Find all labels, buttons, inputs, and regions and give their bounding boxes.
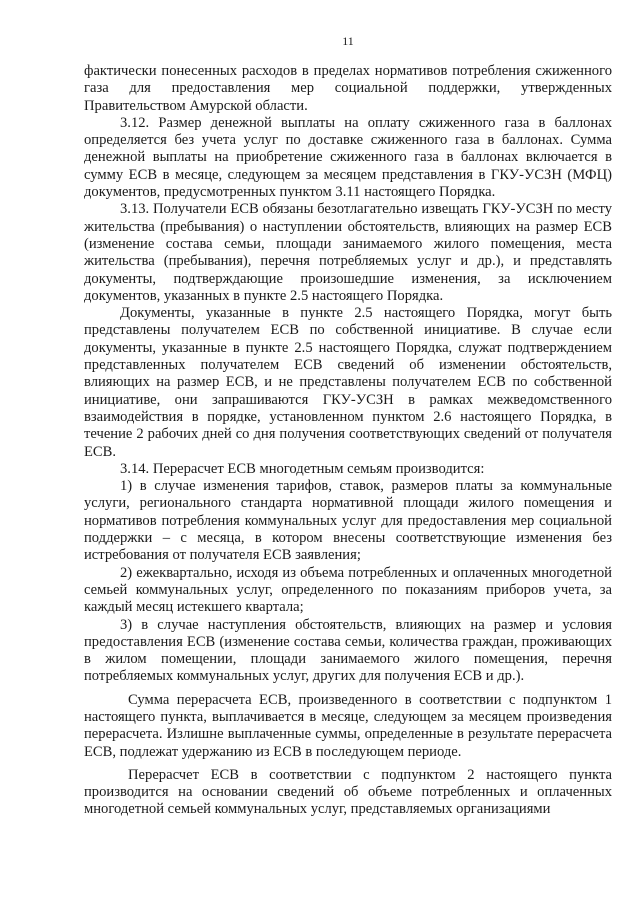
paragraph-recalc-basis: Перерасчет ЕСВ в соответствии с подпунктом 2 настоящего пункта производится на основании сведений об объеме потребленных и оплаченных многодетной семьей коммунальных услуг, представляемых организациями <box>84 766 612 818</box>
page-number: 11 <box>342 34 354 48</box>
list-item-2: 2) ежеквартально, исходя из объема потребленных и оплаченных многодетной семьей коммунальных услуг, определенного по показаниям приборов учета, за каждый месяц истекшего квартала; <box>84 564 612 616</box>
list-item-1: 1) в случае изменения тарифов, ставок, размеров платы за коммунальные услуги, регионального стандарта нормативной площади жилого помещения и нормативов потребления коммунальных услуг для предоставления мер социальной поддержки – с месяца, в котором внесены соответствующие изменения без истребования от получателя ЕСВ заявления; <box>84 478 612 564</box>
list-item-3: 3) в случае наступления обстоятельств, влияющих на размер и условия предоставления ЕСВ (изменение состава семьи, количества граждан, проживающих в жилом помещении, площади занимаемого жилого помещения, перечня потребляемых коммунальных услуг, других для получения ЕСВ и др.). <box>84 616 612 685</box>
paragraph-recalc-sum: Сумма перерасчета ЕСВ, произведенного в соответствии с подпунктом 1 настоящего пункта, выплачивается в месяце, следующем за месяцем произведения перерасчета. Излишне выплаченные суммы, определенные в результате перерасчета ЕСВ, подлежат удержанию из ЕСВ в последующем периоде. <box>84 691 612 760</box>
paragraph-3-12: 3.12. Размер денежной выплаты на оплату сжиженного газа в баллонах определяется без учета услуг по доставке сжиженного газа в баллонах. Сумма денежной выплаты на приобретение сжиженного газа в баллонах включается в сумму ЕСВ в месяце, следующем за месяцем представления в ГКУ-УСЗН (МФЦ) документов, предусмотренных пунктом 3.11 настоящего Порядка. <box>84 114 612 201</box>
paragraph-documents: Документы, указанные в пункте 2.5 настоящего Порядка, могут быть представлены получателем ЕСВ по собственной инициативе. В случае если документы, указанные в пункте 2.5 настоящего Порядка, служат подтверждением представленных получателем ЕСВ сведений об изменении обстоятельств, влияющих на размер ЕСВ, и не представлены получателем ЕСВ по собственной инициативе, они запрашиваются ГКУ-УСЗН в рамках межведомственного взаимодействия в порядке, установленном пунктом 2.6 настоящего Порядка, в течение 2 рабочих дней со дня получения соответствующих сведений от получателя ЕСВ. <box>84 305 612 460</box>
paragraph-3-13: 3.13. Получатели ЕСВ обязаны безотлагательно извещать ГКУ-УСЗН по месту жительства (пребывания) о наступлении обстоятельств, влияющих на размер ЕСВ (изменение состава семьи, площади занимаемого жилого помещения, места жительства (пребывания), перечня потребляемых услуг и др.), и представлять документы, подтверждающие произошедшие изменения, за исключением документов, указанных в пункте 2.5 настоящего Порядка. <box>84 201 612 304</box>
paragraph-continuation: фактически понесенных расходов в пределах нормативов потребления сжиженного газа для предоставления мер социальной поддержки, утвержденных Правительством Амурской области. <box>84 63 612 114</box>
paragraph-3-14: 3.14. Перерасчет ЕСВ многодетным семьям производится: <box>120 460 485 477</box>
